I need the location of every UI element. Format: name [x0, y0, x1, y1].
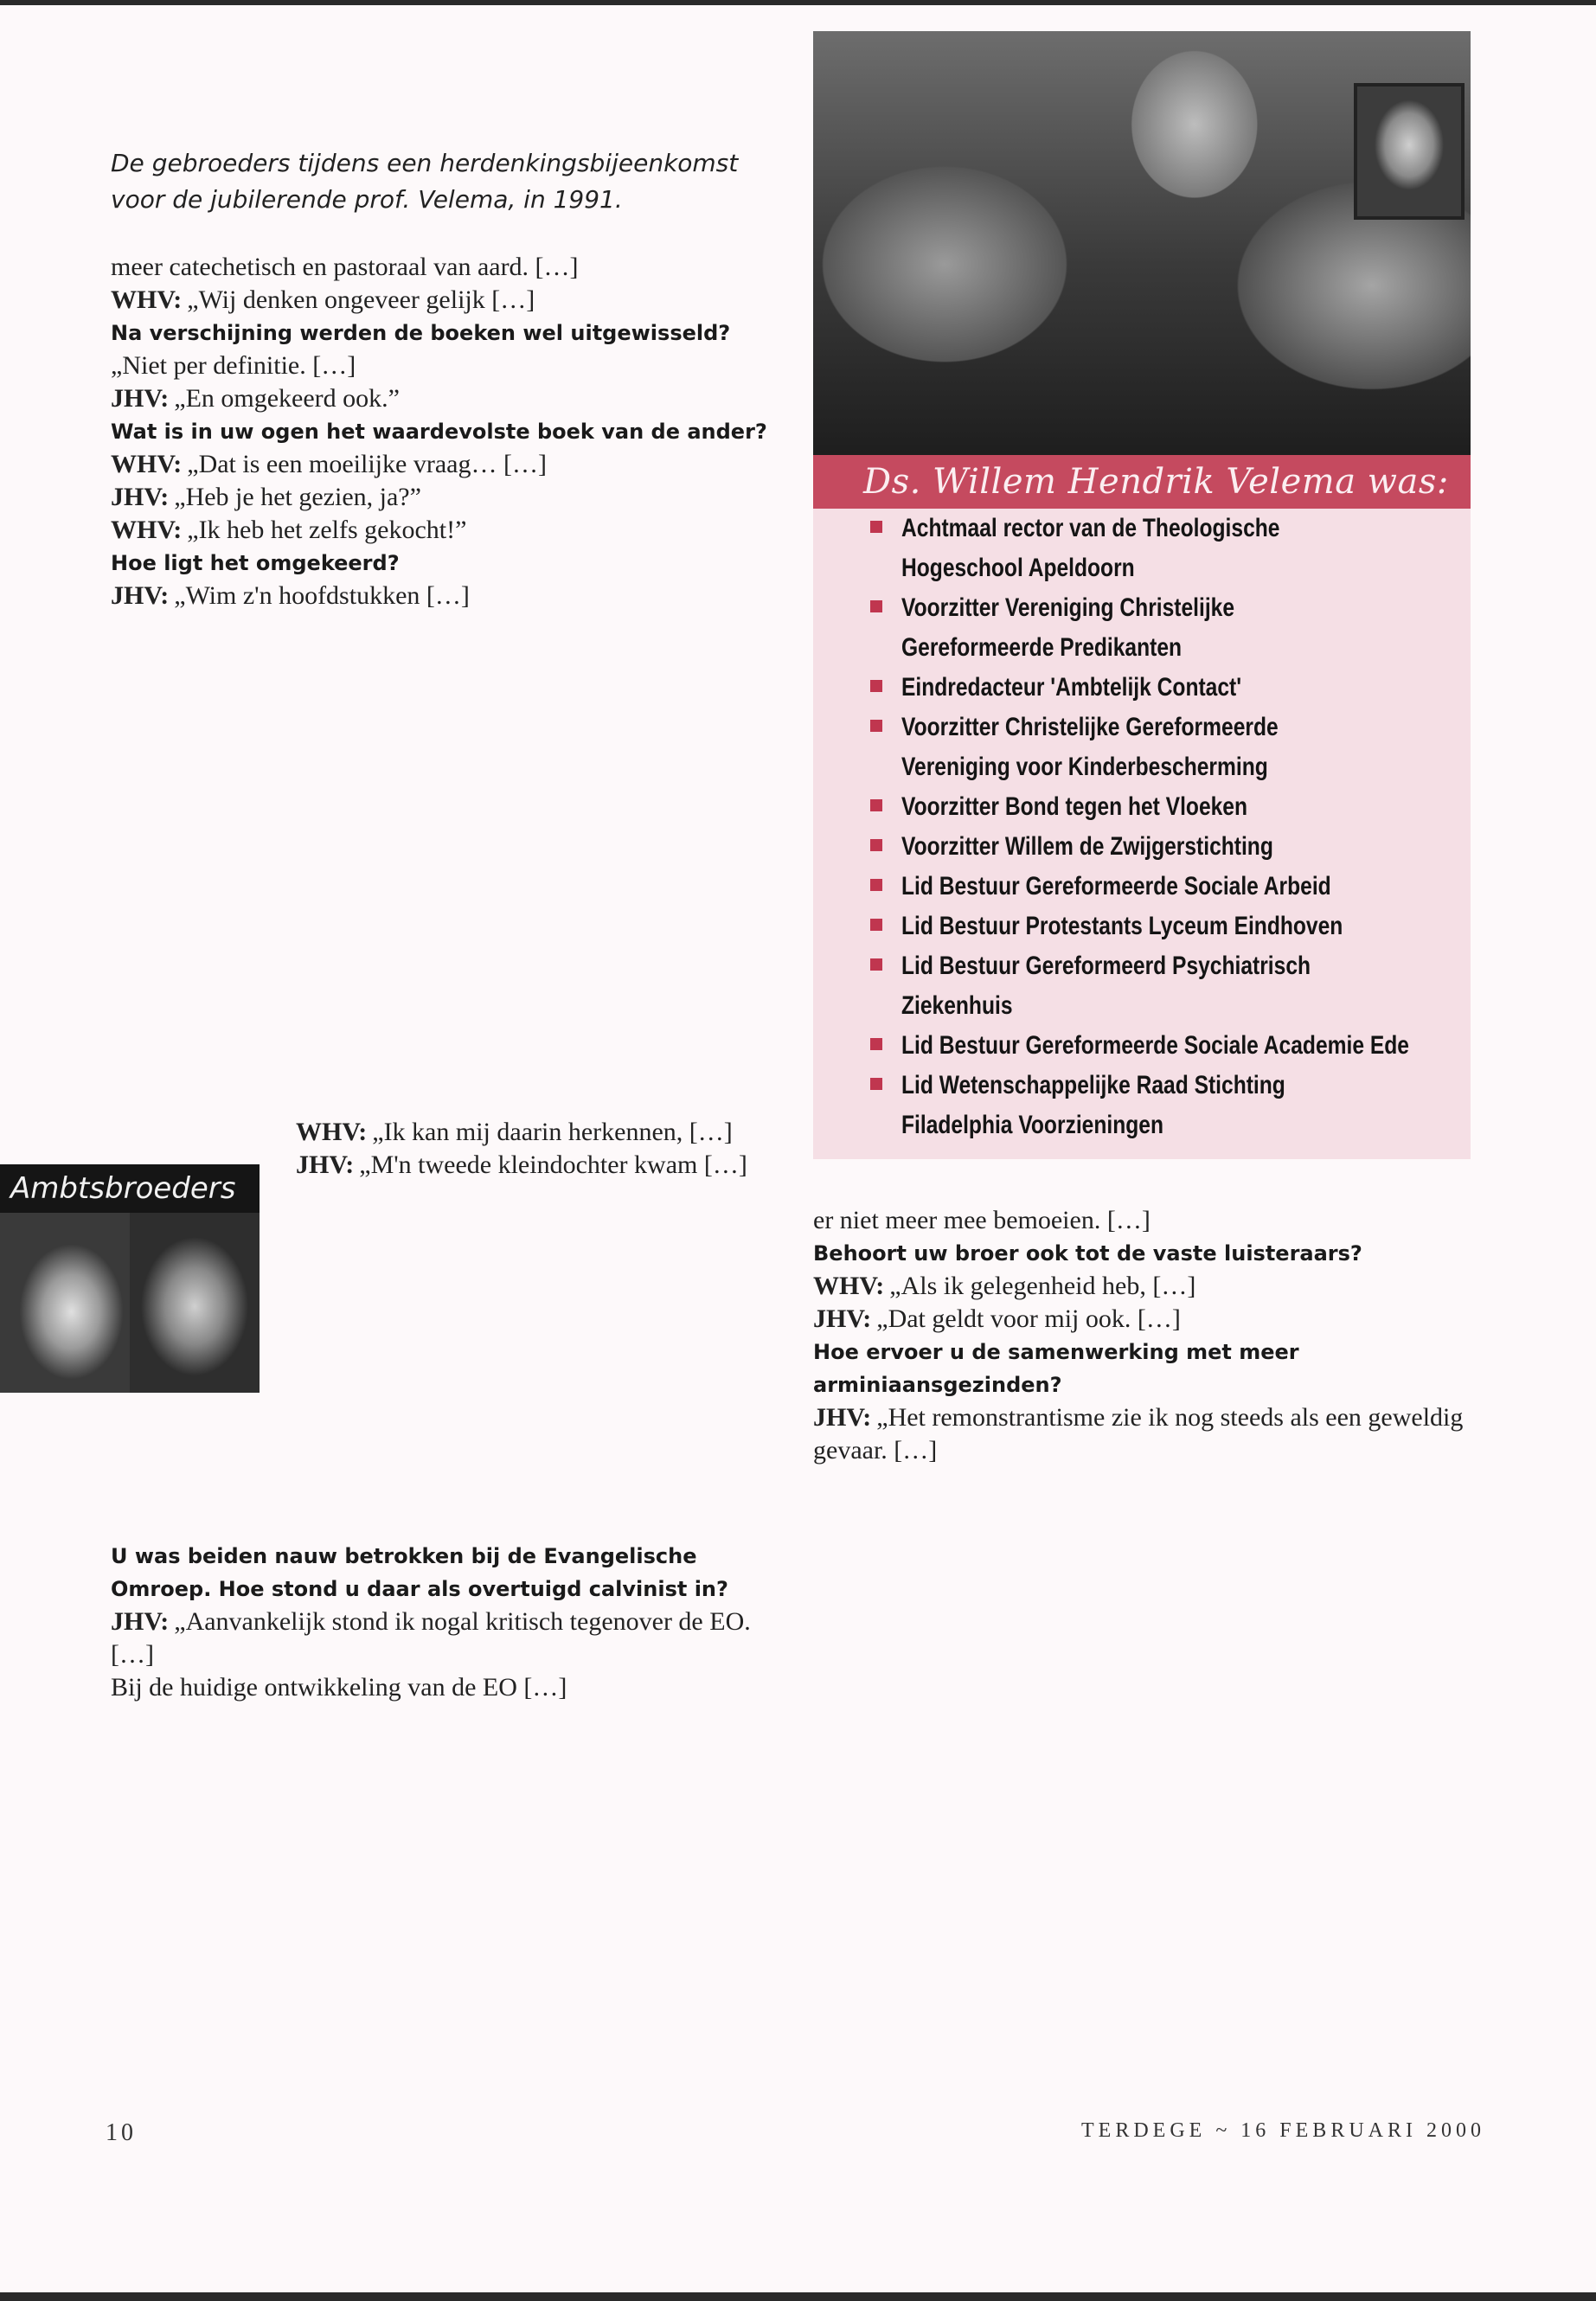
interview-question: Hoe ligt het omgekeerd? — [111, 551, 400, 575]
held-portrait-photo — [1354, 83, 1465, 220]
article-left-top — [111, 251, 768, 612]
article-paragraph — [111, 284, 768, 317]
sidebar-item — [870, 588, 1458, 668]
sidebar-item-line: Voorzitter Vereniging Christelijke — [901, 593, 1235, 622]
sidebar-item-line: Gereformeerde Predikanten — [901, 633, 1183, 662]
article-paragraph — [813, 1270, 1472, 1303]
sidebar-item-line: Lid Bestuur Gereformeerd Psychiatrisch — [901, 952, 1311, 980]
article-paragraph — [111, 1606, 768, 1671]
paragraph-text: „Wim z'n hoofdstukken […] — [174, 581, 470, 610]
sidebar-item-line: Lid Bestuur Gereformeerde Sociale Arbeid — [901, 872, 1331, 901]
square-bullet-icon — [870, 521, 882, 533]
article-paragraph — [813, 1303, 1472, 1336]
sidebar-item-line: Achtmaal rector van de Theologische — [901, 514, 1280, 542]
bottom-rule — [0, 2292, 1596, 2301]
paragraph-text: „M'n tweede kleindochter kwam […] — [359, 1150, 747, 1179]
speaker-label: WHV: — [111, 516, 183, 544]
sidebar-item-line: Voorzitter Christelijke Gereformeerde — [901, 713, 1279, 741]
sidebar-item-line: Vereniging voor Kinderbescherming — [901, 753, 1268, 781]
speaker-label: WHV: — [813, 1272, 885, 1300]
paragraph-text: Bij de huidige ontwikkeling van de EO […] — [111, 1673, 567, 1702]
square-bullet-icon — [870, 600, 882, 612]
square-bullet-icon — [870, 958, 882, 971]
speaker-label: WHV: — [296, 1118, 368, 1146]
sidebar-item — [870, 1026, 1458, 1066]
paragraph-text: „Dat geldt voor mij ook. […] — [876, 1304, 1181, 1333]
sidebar-item-line: Lid Bestuur Gereformeerde Sociale Academie Ede — [901, 1031, 1409, 1060]
paragraph-text: „Ik kan mij daarin herkennen, […] — [372, 1118, 733, 1146]
sidebar-item — [870, 787, 1458, 827]
article-left-lower — [111, 1540, 768, 1704]
square-bullet-icon — [870, 720, 882, 732]
article-paragraph — [111, 448, 768, 481]
interview-question: Hoe ervoer u de samenwerking met meer arminiaansgezinden? — [813, 1340, 1299, 1397]
speaker-label: JHV: — [111, 1607, 170, 1636]
page-number: 10 — [106, 2119, 137, 2146]
paragraph-text: meer catechetisch en pastoraal van aard. […] — [111, 253, 579, 281]
speaker-label: JHV: — [111, 483, 170, 511]
article-paragraph — [111, 251, 768, 284]
sidebar-item — [870, 946, 1458, 1026]
sidebar-title: Ds. Willem Hendrik Velema was: — [813, 455, 1471, 509]
sidebar-box — [813, 509, 1471, 1159]
interview-question: Na verschijning werden de boeken wel uitgewisseld? — [111, 321, 731, 345]
sidebar-item-line: Eindredacteur 'Ambtelijk Contact' — [901, 673, 1242, 702]
paragraph-text: „Heb je het gezien, ja?” — [174, 483, 421, 511]
sidebar-item-line: Lid Bestuur Protestants Lyceum Eindhoven — [901, 912, 1343, 940]
sidebar-item-line: Voorzitter Willem de Zwijgerstichting — [901, 832, 1273, 861]
paragraph-text: „Als ik gelegenheid heb, […] — [889, 1272, 1196, 1300]
speaker-label: JHV: — [111, 384, 170, 413]
sidebar-item — [870, 827, 1458, 867]
article-paragraph — [296, 1116, 768, 1149]
article-paragraph — [111, 349, 768, 382]
article-paragraph — [111, 514, 768, 547]
square-bullet-icon — [870, 680, 882, 692]
article-paragraph — [111, 1671, 768, 1704]
square-bullet-icon — [870, 1078, 882, 1090]
article-paragraph — [111, 382, 768, 415]
top-rule — [0, 0, 1596, 5]
speaker-label: WHV: — [111, 450, 183, 478]
interview-question: U was beiden nauw betrokken bij de Evangelische Omroep. Hoe stond u daar als overtuigd calvinist in? — [111, 1544, 728, 1601]
sidebar-item — [870, 907, 1458, 946]
sidebar-item — [870, 1066, 1458, 1145]
square-bullet-icon — [870, 799, 882, 811]
speaker-label: JHV: — [296, 1150, 355, 1179]
sidebar-item — [870, 867, 1458, 907]
interview-question: Wat is in uw ogen het waardevolste boek van de ander? — [111, 420, 767, 444]
article-right — [813, 1204, 1472, 1467]
article-paragraph — [813, 1204, 1472, 1237]
speaker-label: WHV: — [111, 285, 183, 314]
paragraph-text: „Wij denken ongeveer gelijk […] — [187, 285, 535, 314]
sidebar-item-line: Hogeschool Apeldoorn — [901, 554, 1135, 582]
paragraph-text: „Ik heb het zelfs gekocht!” — [187, 516, 467, 544]
photo-caption: De gebroeders tijdens een herdenkingsbijeenkomst voor de jubilerende prof. Velema, in 1991. — [111, 149, 739, 214]
square-bullet-icon — [870, 839, 882, 851]
interview-question: Behoort uw broer ook tot de vaste luisteraars? — [813, 1241, 1362, 1266]
article-left-wrap — [296, 1116, 768, 1182]
article-paragraph — [111, 580, 768, 612]
inset-label: Ambtsbroeders — [0, 1164, 260, 1213]
paragraph-text: „En omgekeerd ook.” — [174, 384, 400, 413]
inset-portrait-left — [0, 1213, 130, 1393]
article-paragraph — [813, 1401, 1472, 1467]
paragraph-text: „Aanvankelijk stond ik nogal kritisch tegenover de EO. […] — [111, 1607, 751, 1669]
speaker-label: JHV: — [813, 1403, 872, 1432]
sidebar-item-line: Lid Wetenschappelijke Raad Stichting — [901, 1071, 1285, 1099]
footer-publication: TERDEGE ~ 16 FEBRUARI 2000 — [1081, 2119, 1485, 2142]
paragraph-text: „Het remonstrantisme zie ik nog steeds als een geweldig gevaar. […] — [813, 1403, 1464, 1465]
speaker-label: JHV: — [813, 1304, 872, 1333]
sidebar-item-line: Ziekenhuis — [901, 991, 1013, 1020]
sidebar-item — [870, 708, 1458, 787]
paragraph-text: er niet meer mee bemoeien. […] — [813, 1206, 1151, 1234]
paragraph-text: „Dat is een moeilijke vraag… […] — [187, 450, 547, 478]
paragraph-text: „Niet per definitie. […] — [111, 351, 356, 380]
inset-portrait-right — [130, 1213, 260, 1393]
square-bullet-icon — [870, 1038, 882, 1050]
sidebar-item-line: Filadelphia Voorzieningen — [901, 1111, 1163, 1139]
sidebar-list — [870, 509, 1458, 1145]
square-bullet-icon — [870, 919, 882, 931]
article-paragraph — [296, 1149, 768, 1182]
inset-photo-box — [0, 1164, 260, 1393]
square-bullet-icon — [870, 879, 882, 891]
sidebar-item-line: Voorzitter Bond tegen het Vloeken — [901, 792, 1248, 821]
group-photo — [813, 31, 1471, 455]
sidebar-item — [870, 668, 1458, 708]
sidebar-item — [870, 509, 1458, 588]
speaker-label: JHV: — [111, 581, 170, 610]
article-paragraph — [111, 481, 768, 514]
